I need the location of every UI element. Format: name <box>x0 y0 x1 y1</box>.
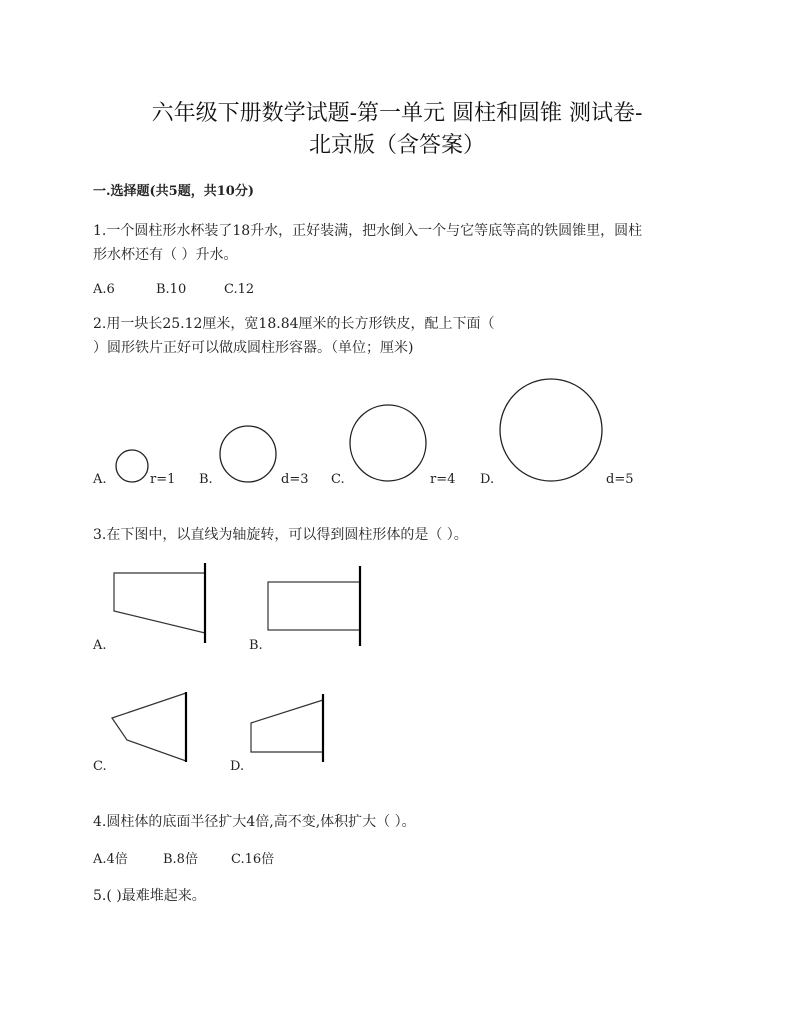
question-4-line-1: 4.圆柱体的底面半径扩大4倍,高不变,体积扩大（ ）。 <box>93 814 416 830</box>
question-1-option-b: B.10 <box>156 282 187 297</box>
question-2-line-1: 2.用一块长25.12厘米，宽18.84厘米的长方形铁皮，配上下面（ <box>93 316 495 332</box>
question-3-option-d: D. <box>230 759 245 774</box>
section-heading: 一.选择题(共5题，共10分) <box>93 184 254 199</box>
figure-b <box>268 566 360 646</box>
document-title-line-2: 北京版（含答案） <box>308 133 485 158</box>
question-2-option-d: D. <box>480 472 495 487</box>
figure-d <box>251 694 323 762</box>
document-title-line-1: 六年级下册数学试题-第一单元 圆柱和圆锥 测试卷- <box>151 101 643 126</box>
question-2-option-b: B. <box>199 472 213 487</box>
question-3-option-b: B. <box>249 638 263 653</box>
question-3-option-c: C. <box>93 759 107 774</box>
question-5-line-1: 5.( )最难堆起来。 <box>93 888 206 904</box>
question-1-option-c: C.12 <box>224 282 255 297</box>
question-3-option-a: A. <box>93 638 107 653</box>
question-2-line-2: ）圆形铁片正好可以做成圆柱形容器。（单位；厘米) <box>93 340 414 356</box>
figure-c <box>112 692 186 762</box>
question-2-measure-b: d=3 <box>281 472 309 487</box>
question-4-option-b: B.8倍 <box>163 852 198 867</box>
question-2-option-a: A. <box>93 472 107 487</box>
question-4-option-c: C.16倍 <box>231 852 275 867</box>
question-3-line-1: 3.在下图中，以直线为轴旋转，可以得到圆柱形体的是（ ）。 <box>93 527 468 543</box>
question-4-option-a: A.4倍 <box>93 852 128 867</box>
question-1-line-1: 1.一个圆柱形水杯装了18升水，正好装满，把水倒入一个与它等底等高的铁圆锥里，圆柱 <box>93 223 643 239</box>
question-1-option-a: A.6 <box>93 282 115 297</box>
figure-a <box>114 563 205 643</box>
question-2-option-c: C. <box>331 472 345 487</box>
question-2-measure-a: r=1 <box>150 472 176 487</box>
question-2-measure-c: r=4 <box>430 472 456 487</box>
question-1-line-2: 形水杯还有（ ）升水。 <box>93 247 238 263</box>
question-2-measure-d: d=5 <box>606 472 634 487</box>
